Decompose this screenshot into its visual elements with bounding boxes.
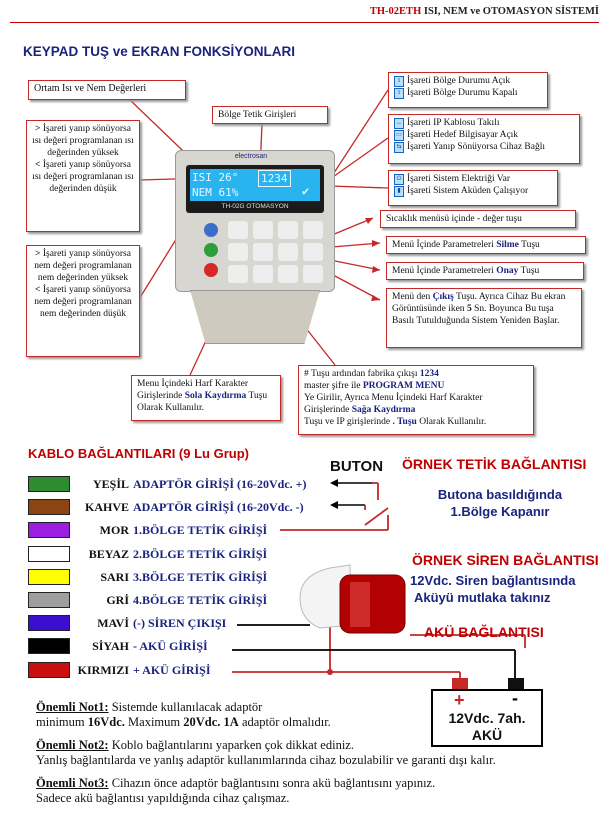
lcd-isi-label: ISI bbox=[192, 171, 212, 184]
battery-minus-sign: - bbox=[512, 688, 518, 708]
prog-right-text: Sağa Kaydırma bbox=[351, 405, 416, 415]
note-1-min-label: minimum bbox=[36, 715, 88, 729]
lcd-nem-value: 61% bbox=[218, 186, 239, 199]
siren-example-desc bbox=[410, 572, 606, 606]
cable-function: 2.BÖLGE TETİK GİRİŞİ bbox=[133, 547, 268, 561]
exit-key-text: Çıkış bbox=[432, 292, 454, 302]
lcd-plug-icon: ✔ bbox=[302, 184, 310, 198]
cable-color-name: KAHVE bbox=[84, 500, 129, 514]
battery-icon: ▮ bbox=[394, 186, 404, 197]
device-connected-icon: ⇆ bbox=[394, 142, 404, 153]
note-1-min-value: 16Vdc. bbox=[87, 715, 125, 729]
delete-post-text: Tuşu bbox=[518, 240, 540, 250]
cable-function: - AKÜ GİRİŞİ bbox=[133, 639, 208, 653]
cable-color-name: MAVİ bbox=[97, 616, 129, 630]
note-3-line1: Cihazın önce adaptör bağlantısını sonra akü bağlantısını yapınız. bbox=[108, 776, 436, 790]
callout-bolge-tetik-text: Bölge Tetik Girişleri bbox=[218, 110, 297, 120]
header-title: ISI, NEM ve OTOMASYON SİSTEMİ bbox=[423, 6, 599, 17]
prog-dot-text: . Tuşu bbox=[392, 417, 417, 427]
callout-heat-up-text: İşareti yanıp sönüyorsa ısı değeri programlanan ısı değerinden yüksek bbox=[32, 124, 134, 158]
left-scroll-text-2: Tuşu Olarak Kullanılır. bbox=[137, 391, 268, 413]
target-pc-text: İşareti Hedef Bilgisayar Açık bbox=[407, 130, 519, 140]
ip-cable-text: İşareti IP Kablosu Takılı bbox=[407, 118, 500, 128]
callout-hum-up-text: İşareti yanıp sönüyorsa nem değeri programlanan nem değerinden yüksek bbox=[34, 249, 132, 283]
confirm-key-text: Onay bbox=[496, 266, 519, 276]
battery-text: İşareti Sistem Aküden Çalışıyor bbox=[407, 186, 529, 196]
cable-function: (-) SİREN ÇIKIŞI bbox=[133, 616, 227, 630]
prog-text-5: Olarak Kullanılır. bbox=[416, 417, 487, 427]
delete-pre-text: Menü İçinde Parametreleri bbox=[392, 240, 497, 250]
battery-label-line2: AKÜ bbox=[471, 727, 503, 743]
trigger-example-desc bbox=[410, 486, 590, 520]
note-1 bbox=[36, 700, 331, 730]
note-1-title: Önemli Not1: bbox=[36, 700, 109, 714]
callout-temp-menu-text: Sıcaklık menüsü içinde - değer tuşu bbox=[386, 214, 522, 224]
siren-desc-line1: 12Vdc. Siren bağlantısında bbox=[410, 573, 576, 588]
cable-color-name: YEŞİL bbox=[92, 477, 129, 491]
zone-open-text: İşareti Bölge Durumu Açık bbox=[407, 76, 511, 86]
prog-text-1: # Tuşu ardından fabrika çıkışı bbox=[304, 369, 420, 379]
exit-text-1: Menü den bbox=[392, 292, 433, 302]
exit-seconds: 5 bbox=[466, 304, 472, 314]
exit-text-5: Sn. Boyunca Bu tuşa Basılı Tutulduğunda Sistem Yeniden Başlar. bbox=[392, 304, 560, 326]
confirm-pre-text: Menü İçinde Parametreleri bbox=[392, 266, 497, 276]
siren-example-title: ÖRNEK SİREN BAĞLANTISI bbox=[412, 552, 599, 568]
device-brand: electrosan bbox=[234, 153, 268, 160]
callout-ortam-text: Ortam Isı ve Nem Değerleri bbox=[34, 83, 147, 94]
zone-closed-icon: 1 bbox=[394, 88, 404, 99]
cable-function: 1.BÖLGE TETİK GİRİŞİ bbox=[133, 523, 268, 537]
callout-heat-down-text: İşareti yanıp sönüyorsa ısı değeri programlanan ısı değerinden düşük bbox=[32, 160, 134, 194]
cable-function: 3.BÖLGE TETİK GİRİŞİ bbox=[133, 570, 268, 584]
trigger-desc-line1: Butona basıldığında bbox=[437, 487, 563, 502]
battery-example-title: AKÜ BAĞLANTISI bbox=[424, 624, 544, 640]
cable-color-name: GRİ bbox=[106, 593, 129, 607]
right-arrow-icon: > bbox=[35, 249, 41, 259]
zone-open-icon: 1 bbox=[394, 76, 404, 87]
zone-closed-text: İşareti Bölge Durumu Kapalı bbox=[407, 88, 518, 98]
note-2-line1: Koblo bağlantılarını yaparken çok dikkat ediniz. bbox=[108, 738, 354, 752]
device-model-label: TH-02G OTOMASYON bbox=[221, 203, 289, 210]
header-model: TH-02ETH bbox=[369, 6, 422, 17]
note-3-title: Önemli Not3: bbox=[36, 776, 109, 790]
trigger-example-title: ÖRNEK TETİK BAĞLANTISI bbox=[402, 456, 587, 472]
callout-hum-down-text: İşareti yanıp sönüyorsa nem değeri programlanan nem değerinden düşük bbox=[34, 285, 132, 319]
keypad-section-title: KEYPAD TUŞ ve EKRAN FONKSİYONLARI bbox=[23, 44, 296, 59]
cable-function: + AKÜ GİRİŞİ bbox=[133, 663, 211, 677]
note-2 bbox=[36, 738, 496, 768]
prog-menu-text: PROGRAM MENU bbox=[362, 381, 445, 391]
left-scroll-text-1: Menu İçindeki Harf Karakter Girişlerinde bbox=[137, 379, 249, 401]
note-3 bbox=[36, 776, 435, 806]
battery-plus-sign: + bbox=[454, 690, 465, 710]
note-2-title: Önemli Not2: bbox=[36, 738, 109, 752]
power-plug-icon: ⏻ bbox=[394, 174, 404, 185]
note-2-line2: Yanlış bağlantılarda ve yanlış adaptör kullanımlarında cihaz bozulabilir ve garanti dışı kalır. bbox=[36, 753, 496, 767]
left-scroll-key-text: Sola Kaydırma bbox=[184, 391, 247, 401]
note-1-max-value: 20Vdc. 1A bbox=[183, 715, 239, 729]
exit-text-3: Ayrıca Cihaz Bu ekran Görüntüsünde iken bbox=[392, 292, 566, 314]
confirm-post-text: Tuşu bbox=[518, 266, 540, 276]
prog-text-2: master şifre ile bbox=[304, 381, 363, 391]
target-pc-icon: ▭ bbox=[394, 130, 404, 141]
cable-color-name: MOR bbox=[99, 523, 129, 537]
left-arrow-icon: < bbox=[35, 160, 41, 170]
note-1-max-label: Maximum bbox=[124, 715, 184, 729]
prog-code: 1234 bbox=[419, 369, 439, 379]
note-1-line2-end: adaptör olmalıdır. bbox=[238, 715, 331, 729]
left-arrow-icon: < bbox=[35, 285, 41, 295]
cable-section-title: KABLO BAĞLANTILARI (9 Lu Grup) bbox=[28, 446, 249, 461]
prog-text-4: Tuşu ve IP girişlerinde bbox=[304, 417, 393, 427]
cable-color-name: KIRMIZI bbox=[77, 663, 129, 677]
cable-function: ADAPTÖR GİRİŞİ (16-20Vdc. -) bbox=[133, 500, 304, 514]
siren-desc-line2: Aküyü mutlaka takınız bbox=[414, 590, 551, 605]
battery-label-line1: 12Vdc. 7ah. bbox=[448, 710, 526, 726]
right-arrow-icon: > bbox=[35, 124, 41, 134]
ip-cable-icon: ↔ bbox=[394, 118, 404, 129]
cable-color-name: SİYAH bbox=[92, 639, 129, 653]
prog-text-3: Ye Girilir, Ayrıca Menu İçindeki Harf Karakter Girişlerinde bbox=[304, 393, 483, 415]
delete-key-text: Silme bbox=[496, 240, 519, 250]
exit-text-2: Tuşu. bbox=[453, 292, 478, 302]
device-connected-text: İşareti Yanıp Sönüyorsa Cihaz Bağlı bbox=[407, 142, 546, 152]
power-on-text: İşareti Sistem Elektriği Var bbox=[407, 174, 510, 184]
cable-color-name: BEYAZ bbox=[88, 547, 129, 561]
note-3-line2: Sadece akü bağlantısı yapıldığında cihaz çalışmaz. bbox=[36, 791, 290, 805]
cable-function: 4.BÖLGE TETİK GİRİŞİ bbox=[133, 593, 268, 607]
lcd-zone-code: 1234 bbox=[258, 170, 291, 187]
button-label: BUTON bbox=[330, 458, 384, 475]
lcd-isi-value: 26° bbox=[218, 171, 239, 184]
trigger-desc-line2: 1.Bölge Kapanır bbox=[450, 504, 550, 519]
siren-image bbox=[300, 565, 405, 633]
lcd-nem-label: NEM bbox=[192, 186, 212, 199]
cable-color-name: SARI bbox=[100, 570, 129, 584]
cable-function: ADAPTÖR GİRİŞİ (16-20Vdc. +) bbox=[133, 477, 307, 491]
note-1-line1: Sistemde kullanılacak adaptör bbox=[108, 700, 263, 714]
